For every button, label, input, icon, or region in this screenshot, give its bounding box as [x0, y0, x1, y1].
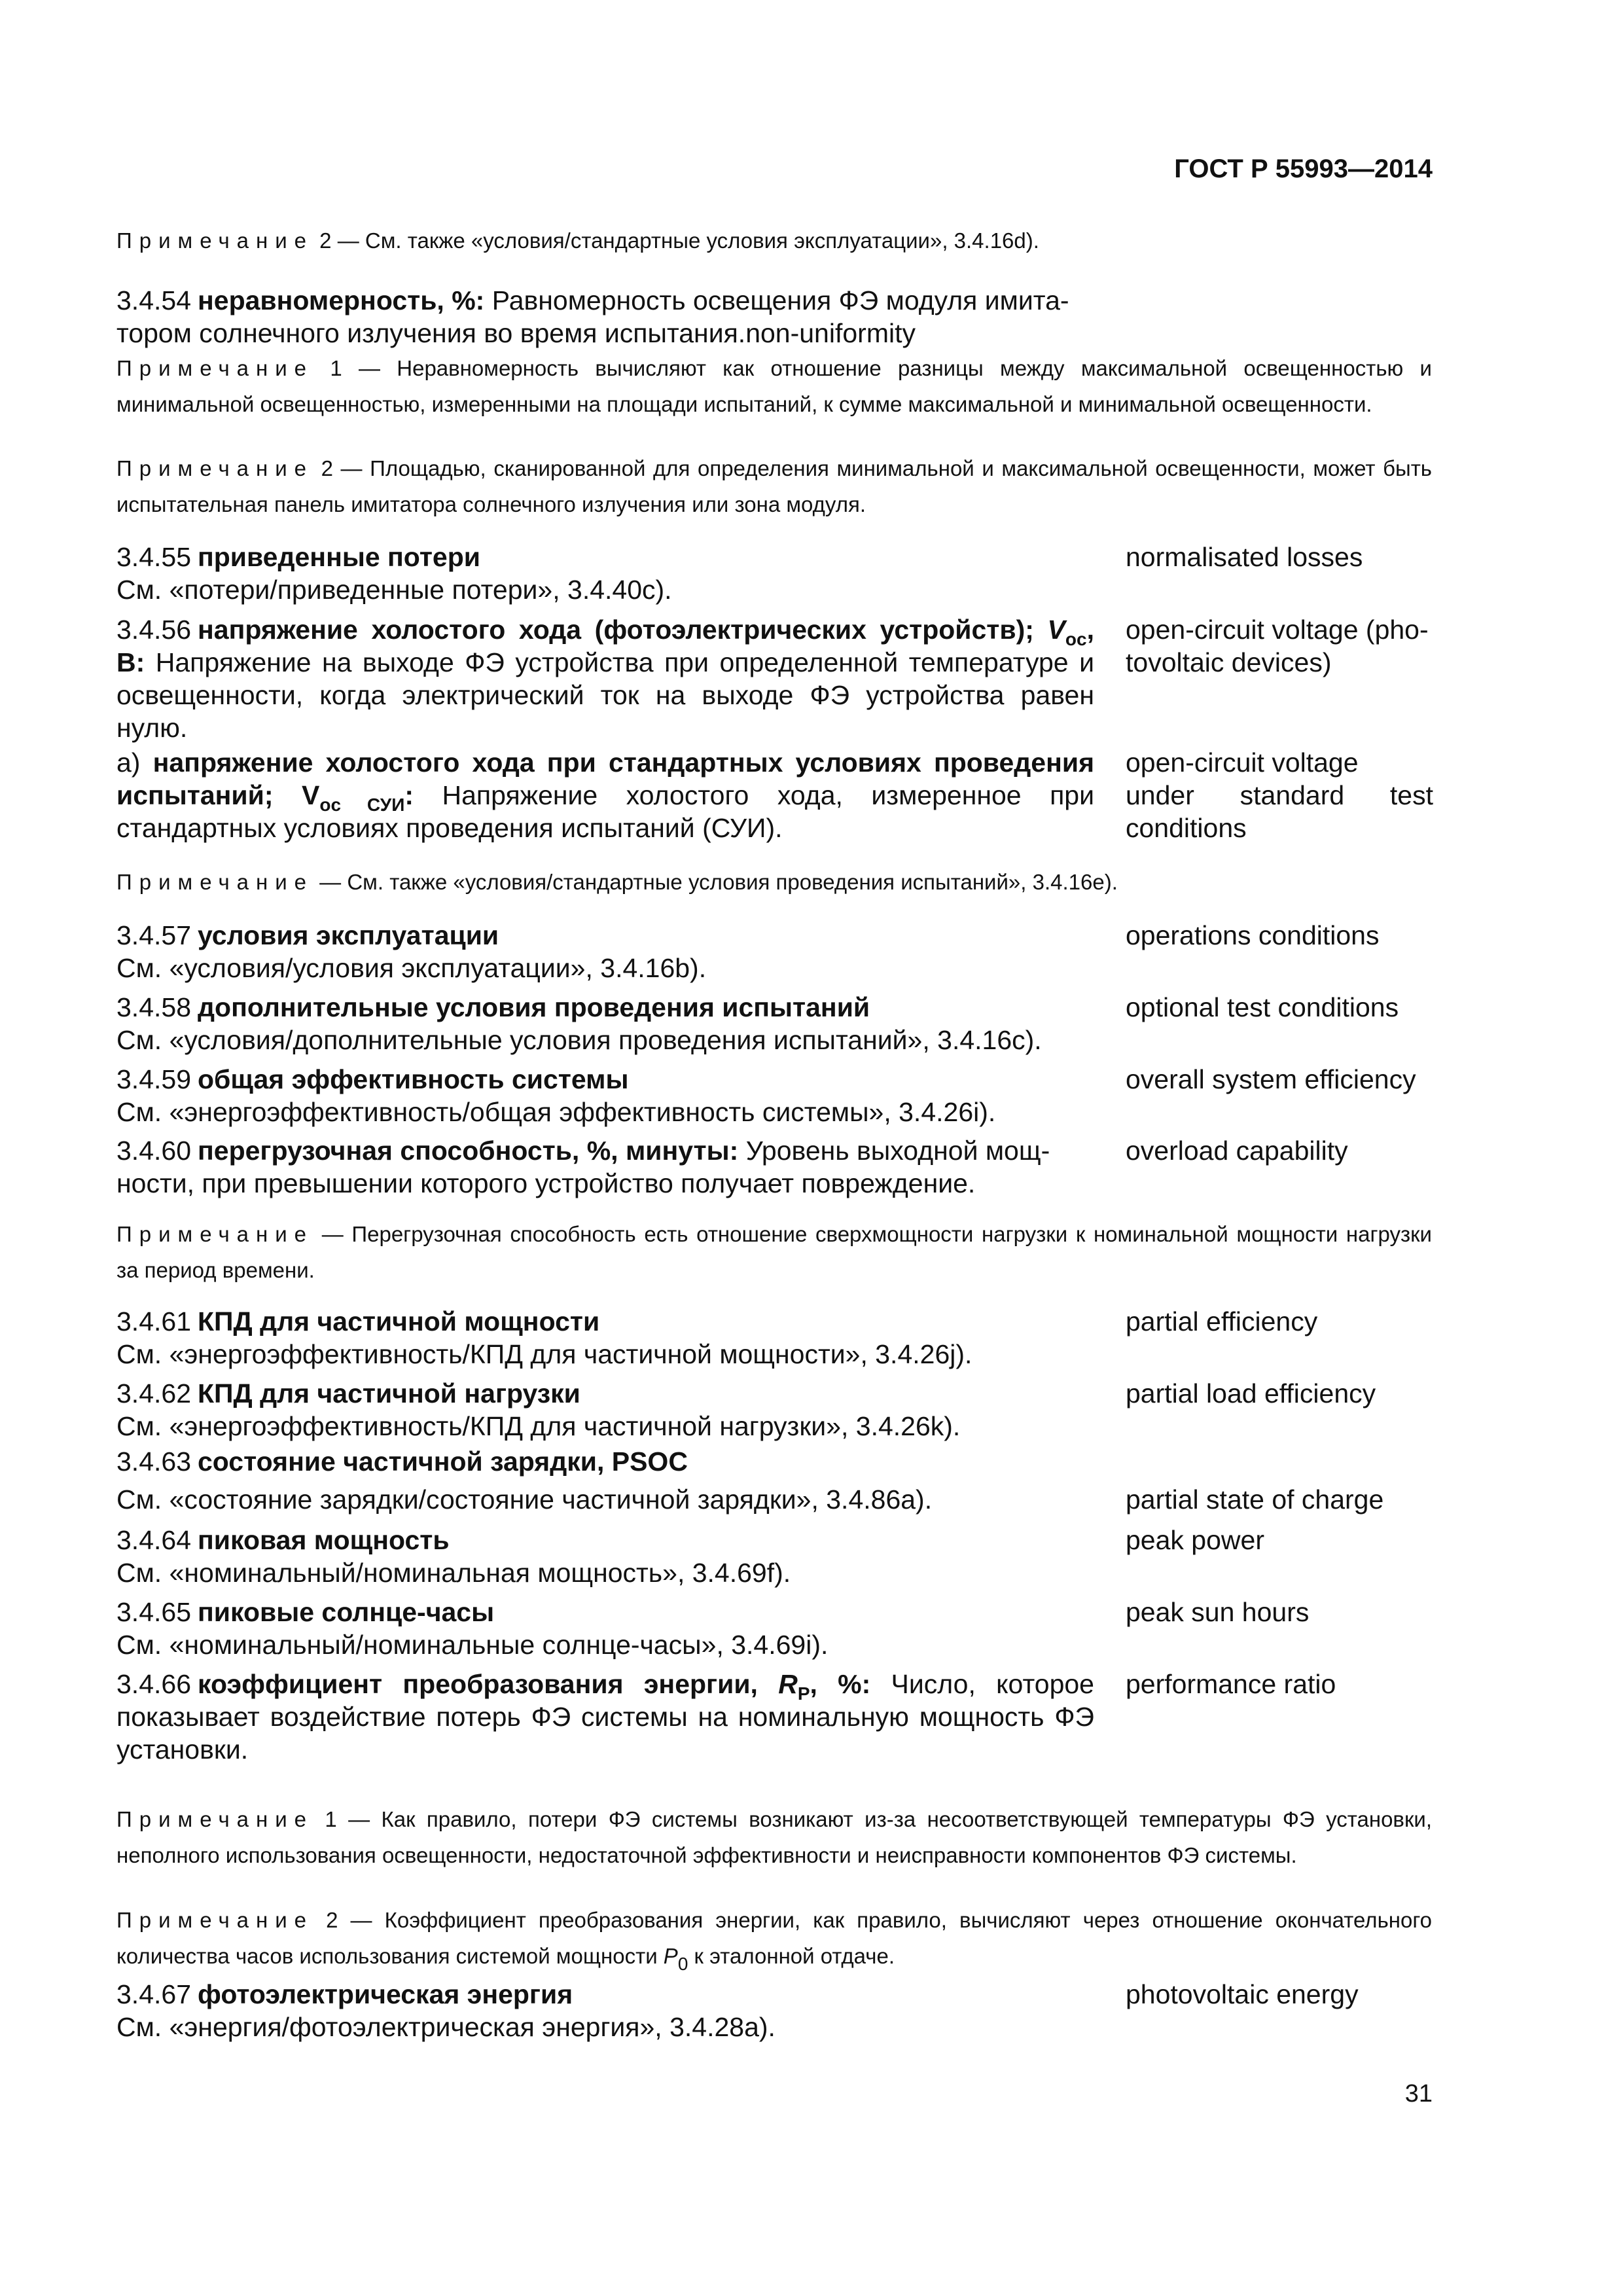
term-entry-3.4.56a — [116, 746, 1094, 844]
english-line: under standard test — [1126, 780, 1433, 810]
term-number: 3.4.56 — [116, 615, 191, 645]
note — [116, 864, 1432, 900]
term-title: коэффициент преобразования энергии, — [198, 1669, 758, 1699]
note-label: Примечание — [116, 870, 314, 894]
note — [116, 1902, 1432, 1974]
term-number: 3.4.59 — [116, 1064, 191, 1094]
symbol: P — [663, 1944, 678, 1968]
item-prefix: a) — [116, 747, 153, 778]
note-label: Примечание — [116, 1807, 314, 1831]
english-equivalent: performance ratio — [1126, 1669, 1336, 1699]
term-title: общая эффективность системы — [198, 1064, 629, 1094]
term-title: перегрузочная способность, %, минуты: — [198, 1136, 739, 1166]
colon: : — [404, 780, 414, 810]
term-entry-3.4.63 — [116, 1445, 1094, 1516]
english-equivalent: photovoltaic energy — [1126, 1979, 1359, 2009]
note — [116, 1216, 1432, 1288]
symbol-subscript: oc СУИ — [319, 795, 405, 815]
term-entry-3.4.61 — [116, 1305, 1094, 1371]
term-see-also: См. «условия/дополнительные условия проведения испытаний», 3.4.16c). — [116, 1025, 1042, 1055]
english-equivalent: partial efficiency — [1126, 1306, 1318, 1336]
english-equivalent: partial state of charge — [1126, 1484, 1384, 1515]
term-number: 3.4.58 — [116, 992, 191, 1022]
term-entry-3.4.54 — [116, 284, 1094, 350]
term-see-also: См. «условия/условия эксплуатации», 3.4.16b). — [116, 953, 707, 983]
term-title: КПД для частичной нагрузки — [198, 1378, 580, 1408]
term-definition: Напряжение холостого хода, измеренное при стандартных условиях проведения испытаний (СУИ). — [116, 780, 1094, 843]
page-number: 31 — [1404, 2080, 1433, 2108]
term-definition-cont: ности, при превышении которого устройство получает повреждение. — [116, 1168, 976, 1198]
note — [116, 1801, 1432, 1873]
document-code: ГОСТ Р 55993—2014 — [1174, 154, 1433, 183]
english-equivalent: overload capability — [1126, 1136, 1348, 1166]
note — [116, 450, 1432, 522]
term-title: условия эксплуатации — [198, 920, 499, 950]
term-definition: Напряжение на выходе ФЭ устройства при определенной температуре и освещенности, когда электрический ток на выходе ФЭ устройства равен нулю. — [116, 647, 1094, 743]
term-entry-3.4.62 — [116, 1377, 1094, 1443]
english-equivalent: optional test conditions — [1126, 992, 1399, 1022]
note — [116, 350, 1432, 422]
term-definition: Число, которое показывает воздействие потерь ФЭ системы на номинальную мощность ФЭ установки. — [116, 1669, 1094, 1765]
term-number: 3.4.60 — [116, 1136, 191, 1166]
note-label: Примечание — [116, 456, 314, 480]
english-equivalent — [1126, 746, 1433, 844]
term-number: 3.4.67 — [116, 1979, 191, 2009]
english-equivalent: peak power — [1126, 1525, 1264, 1555]
term-see-also: См. «энергия/фотоэлектрическая энергия», 3.4.28a). — [116, 2012, 776, 2042]
term-title: дополнительные условия проведения испытаний — [198, 992, 870, 1022]
term-number: 3.4.55 — [116, 542, 191, 572]
term-see-also: См. «номинальный/номинальная мощность», 3.4.69f). — [116, 1558, 791, 1588]
symbol-subscript: 0 — [677, 1954, 688, 1974]
english-equivalent: partial load efficiency — [1126, 1378, 1376, 1408]
note-label: Примечание — [116, 1908, 314, 1932]
term-title: фотоэлектрическая энергия — [198, 1979, 573, 2009]
symbol-subscript: oc — [1065, 629, 1087, 649]
term-definition-cont: тором солнечного излучения во время испытания.non-uniformity — [116, 318, 916, 348]
term-title: неравномерность, %: — [198, 285, 485, 315]
note-text: — См. также «условия/стандартные условия проведения испытаний», 3.4.16e). — [313, 870, 1118, 894]
symbol-subscript: P — [797, 1683, 810, 1704]
note — [116, 223, 1432, 259]
english-line: tovoltaic devices) — [1126, 647, 1332, 677]
term-title: напряжение холостого хода при стандартных условиях проведения испытаний; V — [116, 747, 1094, 810]
term-entry-3.4.66 — [116, 1668, 1094, 1766]
english-line: open-circuit voltage — [1126, 747, 1359, 778]
term-title: КПД для частичной мощности — [198, 1306, 600, 1336]
term-title: состояние частичной зарядки, PSOC — [198, 1446, 688, 1477]
note-text: 1 — Неравномерность вычисляют как отношение разницы между максимальной освещенностью и минимальной освещенностью, измеренными на площади испытаний, к сумме максимальной и минимальной освещенности. — [116, 356, 1432, 416]
note-text: 2 — См. также «условия/стандартные условия эксплуатации», 3.4.16d). — [313, 228, 1039, 253]
note-label: Примечание — [116, 1222, 314, 1246]
term-definition: Уровень выходной мощ- — [738, 1136, 1050, 1166]
english-equivalent: operations conditions — [1126, 920, 1380, 950]
term-see-also: См. «энергоэффективность/КПД для частичной нагрузки», 3.4.26k). — [116, 1411, 961, 1441]
symbol: R — [778, 1669, 798, 1699]
english-line: conditions — [1126, 813, 1247, 843]
term-see-also: См. «энергоэффективность/КПД для частичной мощности», 3.4.26j). — [116, 1339, 972, 1369]
term-number: 3.4.65 — [116, 1597, 191, 1627]
term-see-also: См. «энергоэффективность/общая эффективность системы», 3.4.26i). — [116, 1097, 996, 1127]
term-title: приведенные потери — [198, 542, 480, 572]
term-number: 3.4.57 — [116, 920, 191, 950]
symbol: V — [1047, 615, 1065, 645]
term-entry-3.4.64 — [116, 1524, 1094, 1589]
term-entry-3.4.56 — [116, 613, 1094, 744]
english-line: open-circuit voltage (pho- — [1126, 615, 1429, 645]
english-equivalent: overall system efficiency — [1126, 1064, 1416, 1094]
unit: , %: — [810, 1669, 871, 1699]
term-entry-3.4.67 — [116, 1978, 1094, 2043]
english-equivalent — [1126, 613, 1433, 679]
term-number: 3.4.64 — [116, 1525, 191, 1555]
note-text: 2 — Коэффициент преобразования энергии, как правило, вычисляют через отношение окончательного количества часов использования системой мощности — [116, 1908, 1432, 1968]
term-entry-3.4.65 — [116, 1596, 1094, 1661]
term-entry-3.4.57 — [116, 919, 1094, 984]
term-entry-3.4.58 — [116, 991, 1094, 1056]
term-number: 3.4.63 — [116, 1446, 191, 1477]
term-title: пиковая мощность — [198, 1525, 450, 1555]
term-see-also: См. «потери/приведенные потери», 3.4.40c). — [116, 575, 672, 605]
unit: , В: — [116, 615, 1094, 677]
term-entry-3.4.60 — [116, 1134, 1094, 1200]
term-title: напряжение холостого хода (фотоэлектрических устройств); — [198, 615, 1034, 645]
term-see-also: См. «номинальный/номинальные солнце-часы», 3.4.69i). — [116, 1630, 829, 1660]
term-entry-3.4.59 — [116, 1063, 1094, 1128]
note-label: Примечание — [116, 228, 314, 253]
term-number: 3.4.66 — [116, 1669, 191, 1699]
note-text: — Перегрузочная способность есть отношение сверхмощности нагрузки к номинальной мощности нагрузки за период времени. — [116, 1222, 1432, 1282]
term-number: 3.4.62 — [116, 1378, 191, 1408]
note-label: Примечание — [116, 356, 314, 380]
term-number: 3.4.61 — [116, 1306, 191, 1336]
term-definition: Равномерность освещения ФЭ модуля имита- — [484, 285, 1069, 315]
note-text: 1 — Как правило, потери ФЭ системы возникают из-за несоответствующей температуры ФЭ установки, неполного использования освещенности, недостаточной эффективности и неисправности компонентов ФЭ системы. — [116, 1807, 1432, 1867]
term-number: 3.4.54 — [116, 285, 191, 315]
english-equivalent: normalisated losses — [1126, 542, 1363, 572]
note-text: 2 — Площадью, сканированной для определения минимальной и максимальной освещенности, может быть испытательная панель имитатора солнечного излучения или зона модуля. — [116, 456, 1432, 516]
english-equivalent: peak sun hours — [1126, 1597, 1310, 1627]
term-title: пиковые солнце-часы — [198, 1597, 495, 1627]
term-entry-3.4.55 — [116, 541, 1094, 606]
term-see-also: См. «состояние зарядки/состояние частичной зарядки», 3.4.86a). — [116, 1484, 933, 1515]
note-text-tail: к эталонной отдаче. — [688, 1944, 895, 1968]
